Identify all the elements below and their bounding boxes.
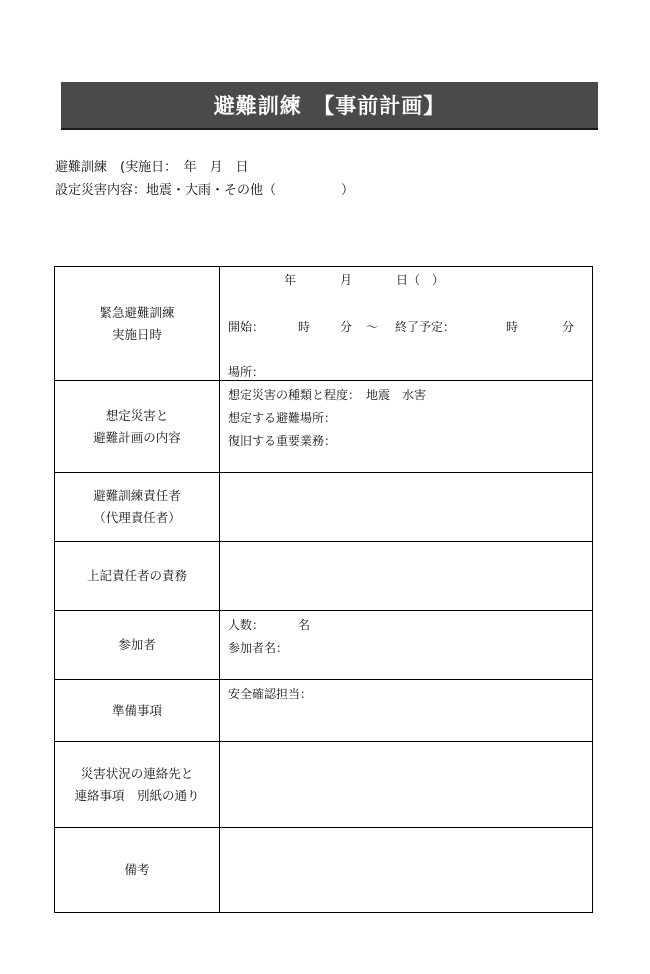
place-label: 場所： xyxy=(228,365,265,379)
label-line: 参加者 xyxy=(118,637,156,652)
evacuation-place: 想定する避難場所： xyxy=(228,411,337,425)
label-line: 実施日時 xyxy=(111,326,162,342)
table-row xyxy=(55,680,593,742)
remarks-field[interactable] xyxy=(220,828,593,913)
row-label-drill-manager xyxy=(55,473,220,542)
participant-count-unit: 名 xyxy=(298,618,311,632)
label-line: 準備事項 xyxy=(111,702,162,718)
date-year-unit: 年 xyxy=(284,273,297,287)
row-label-drill-datetime xyxy=(55,267,220,381)
row-label-contact-info xyxy=(55,742,220,828)
drill-datetime-field[interactable] xyxy=(220,267,593,381)
label-line: 避難訓練責任者 xyxy=(93,488,181,503)
row-label-participants xyxy=(55,611,220,680)
label-line: 連絡事項 別紙の通り xyxy=(74,787,200,803)
table-row xyxy=(55,828,593,913)
participant-names-label: 参加者名： xyxy=(228,641,289,655)
participants-field[interactable] xyxy=(220,611,593,680)
end-minute-unit: 分 xyxy=(562,320,575,334)
table-row xyxy=(55,742,593,828)
label-line: 備考 xyxy=(124,862,150,877)
implementation-date-line: 避難訓練 (実施日： 年 月 日 xyxy=(55,160,249,175)
start-minute-unit: 分 xyxy=(340,320,353,334)
preparations-field[interactable] xyxy=(220,680,593,742)
assumed-disaster-field[interactable] xyxy=(220,381,593,473)
date-month-unit: 月 xyxy=(340,273,353,287)
disaster-type-degree: 想定災害の種類と程度： 地震 水害 xyxy=(228,388,427,402)
contact-info-field[interactable] xyxy=(220,742,593,828)
drill-manager-field[interactable] xyxy=(220,473,593,542)
end-hour-unit: 時 xyxy=(506,320,519,334)
label-line: 上記責任者の責務 xyxy=(86,568,187,583)
end-time-label: 終了予定： xyxy=(395,320,456,334)
time-range-tilde: ～ xyxy=(366,320,379,334)
participant-count-label: 人数： xyxy=(228,618,265,632)
row-label-manager-duties xyxy=(55,542,220,611)
page-title: 避難訓練 【事前計画】 xyxy=(213,94,446,118)
start-time-label: 開始： xyxy=(228,320,265,334)
label-line: 想定災害と xyxy=(105,407,169,423)
label-line: （代理責任者） xyxy=(93,510,181,525)
title-banner xyxy=(61,82,598,130)
table-row xyxy=(55,381,593,473)
date-day-unit: 日（ ） xyxy=(396,273,445,287)
row-label-remarks xyxy=(55,828,220,913)
table-row xyxy=(55,267,593,381)
table-row xyxy=(55,611,593,680)
table-row xyxy=(55,473,593,542)
start-hour-unit: 時 xyxy=(298,320,311,334)
safety-check-person: 安全確認担当： xyxy=(228,687,313,701)
critical-operations: 復旧する重要業務： xyxy=(228,434,337,448)
row-label-preparations xyxy=(55,680,220,742)
disaster-type-line: 設定災害内容：地震・大雨・その他（ ） xyxy=(55,183,355,198)
table-row xyxy=(55,542,593,611)
label-line: 緊急避難訓練 xyxy=(99,304,175,320)
manager-duties-field[interactable] xyxy=(220,542,593,611)
row-label-assumed-disaster xyxy=(55,381,220,473)
plan-table xyxy=(54,266,593,913)
label-line: 災害状況の連絡先と xyxy=(80,765,194,781)
label-line: 避難計画の内容 xyxy=(93,429,181,445)
